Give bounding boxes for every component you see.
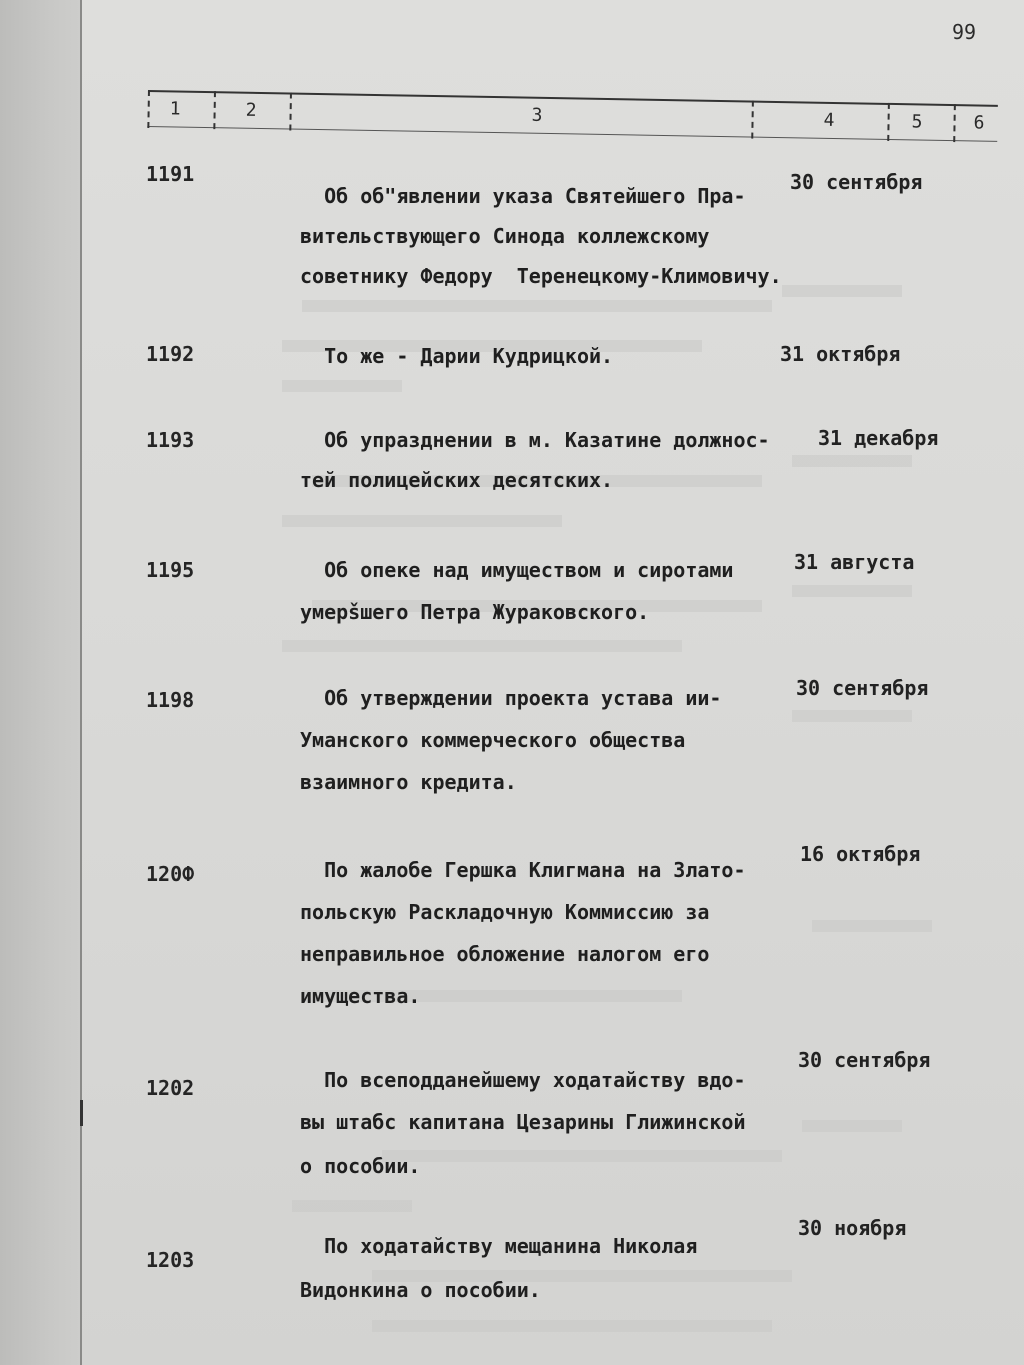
entry-line: тей полицейских десятских. <box>300 468 614 492</box>
ghost-date-2 <box>792 455 912 467</box>
entry-number: 1203 <box>146 1248 195 1272</box>
ghost-date-6 <box>802 1120 902 1132</box>
entry-date: 31 октября <box>780 342 901 366</box>
entry-line: умерšшего Петра Жураковского. <box>300 600 650 624</box>
entry-line: взаимного кредита. <box>300 770 517 794</box>
entry-date: 30 сентября <box>798 1048 931 1072</box>
entry-number: 1195 <box>146 558 195 582</box>
entry-line: Об опеке над имуществом и сиротами <box>300 558 734 582</box>
entry-date: 16 октября <box>800 842 921 866</box>
ghost-line-7 <box>282 640 682 652</box>
column-separator <box>289 92 292 130</box>
entry-number: 1193 <box>146 428 195 452</box>
ghost-date-3 <box>792 585 912 597</box>
entry-line: имущества. <box>300 984 421 1008</box>
entry-line: польскую Раскладочную Коммиссию за <box>300 900 710 924</box>
page-number: 99 <box>952 20 977 44</box>
column-separator <box>953 104 956 142</box>
entry-number: 1191 <box>146 162 195 186</box>
entry-number: 1198 <box>146 688 195 712</box>
ghost-line-12 <box>372 1320 772 1332</box>
entry-line: вы штабс капитана Цезарины Глижинской <box>300 1110 746 1134</box>
entry-line: советнику Федору Теренецкому-Климовичу. <box>300 264 782 288</box>
entry-line: То же - Дарии Кудрицкой. <box>300 344 614 368</box>
column-3-header: 3 <box>531 104 543 126</box>
column-6-header: 6 <box>973 112 985 134</box>
entry-line: Уманского коммерческого общества <box>300 728 686 752</box>
entry-number: 1192 <box>146 342 195 366</box>
entry-date: 31 декабря <box>818 426 939 450</box>
entry-line: Об об"явлении указа Святейшего Пра- <box>300 184 746 208</box>
ghost-date-5 <box>812 920 932 932</box>
column-2-header: 2 <box>245 99 257 121</box>
ghost-line-9 <box>382 1150 782 1162</box>
entry-date: 31 августа <box>794 550 915 574</box>
ghost-line-3 <box>282 380 402 392</box>
entry-line: По ходатайству мещанина Николая <box>300 1234 698 1258</box>
entry-date: 30 ноября <box>798 1216 907 1240</box>
entry-line: о пособии. <box>300 1154 421 1178</box>
entry-number: 1202 <box>146 1076 195 1100</box>
column-separator <box>751 101 754 139</box>
column-5-header: 5 <box>911 111 923 133</box>
margin-mark <box>80 1100 83 1126</box>
ghost-line-1 <box>302 300 772 312</box>
entry-line: неправильное обложение налогом его <box>300 942 710 966</box>
column-separator <box>887 103 890 141</box>
entry-line: По всеподданейшему ходатайству вдо- <box>300 1068 746 1092</box>
entry-number: 120Ф <box>146 862 195 886</box>
entry-line: По жалобе Гершка Клигмана на Злато- <box>300 858 746 882</box>
entry-date: 30 сентября <box>796 676 929 700</box>
entry-line: вительствующего Синода коллежскому <box>300 224 710 248</box>
ghost-date-1 <box>782 285 902 297</box>
column-separator <box>147 90 150 128</box>
entry-line: Об упразднении в м. Казатине должнос- <box>300 428 770 452</box>
ghost-line-5 <box>282 515 562 527</box>
entry-line: Видонкина о пособии. <box>300 1278 541 1302</box>
page-spine-shadow <box>0 0 92 1365</box>
column-4-header: 4 <box>823 109 835 131</box>
ghost-line-10 <box>292 1200 412 1212</box>
column-separator <box>213 91 216 129</box>
column-1-header: 1 <box>169 98 181 120</box>
ghost-date-4 <box>792 710 912 722</box>
entry-line: Об утверждении проекта устава ии- <box>300 686 722 710</box>
entry-date: 30 сентября <box>790 170 923 194</box>
